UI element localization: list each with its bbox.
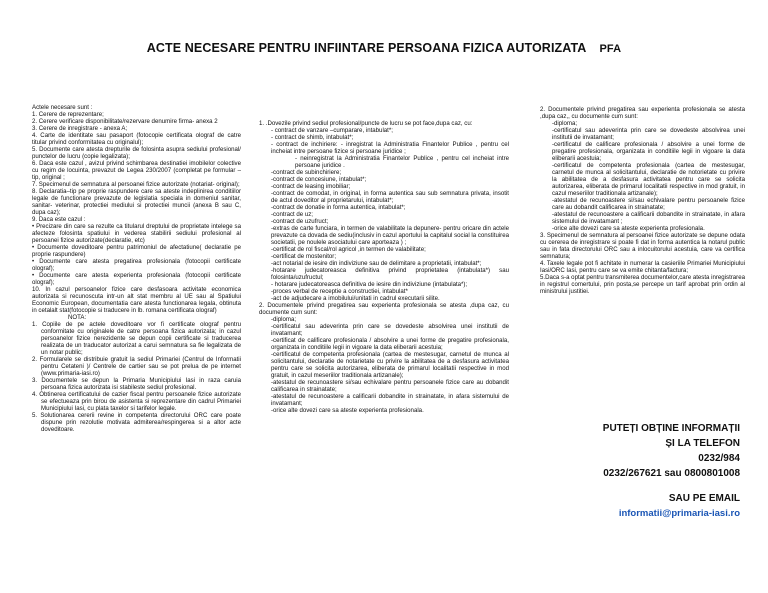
paragraph: -proces verbal de receptie a constructiei, intabulat* [271,288,408,295]
paragraph: 1. .Dovezile privind sediul profesional/puncte de lucru se pot face,dupa caz, cu: [259,120,473,127]
paragraph: -atestatul de recunoastere si/sau echivalare pentru persoanele fizice care au dobandit calificarea in strainatate; [552,197,745,211]
phone-secondary: 0232/267621 sau 0800801008 [603,468,740,479]
paragraph: -certificatul de calificare profesionala / absolvire a unei forme de pregatire profesionala, organizata in conditiile legii in vigoare la data eliberarii acestuia; [552,141,745,162]
paragraph: - contract de vanzare –cumparare, intabulat*; [271,127,393,134]
email-link[interactable]: informatii@primaria-iasi.ro [618,508,740,519]
paragraph: - contract de shimb, intabulat*; [271,134,354,141]
right-column [540,106,745,295]
paragraph: 10. In cazul persoanelor fizice care desfasoara activitate economica autorizata si recunoscuta intr-un alt stat membru al UE sau al Spatiului Economic European, documentatia care atesta functionarea legala, obtinuta in cetalalt stat(fotocopie si traducere in lb. romana certificata olograf) [32,286,241,314]
paragraph: - neinregistrat la Administratia Finantelor Publice , pentru cel incheiat intre persoane juridice . [295,155,509,169]
page-title [0,41,768,55]
paragraph: 3. Specimenul de semnatura al persoanei fizice autorizate se depune odata cu cererea de inregistrare si poate fi dat in forma autentica la notarul public sau in fata directorului ORC sau a inlocuitorului acestuia, care va certifica semnatura; [540,232,745,260]
paragraph: -act notarial de iesire din indiviziune sau de delimitare a proprietatii, intabulat*; [271,260,482,267]
paragraph: -certificatul de competenta profesionala (cartea de mestesugar, carnetul de munca al solicitantului, declaratie de notarietate cu privire la abilitatea de a desfasura activitatea pentru care se solicita autorizarea, eliberata de primarul localitatii respective in mod gratuit, in cazul meseriilor traditionala artizanale); [271,351,509,379]
paragraph: 2. Documentele privind pregatirea sau experienta profesionala se atesta ,dupa caz,, cu documente cum sunt: [540,106,745,120]
paragraph: Actele necesare sunt : [32,104,93,111]
email-label: SAU PE EMAIL [668,493,740,504]
paragraph: -contract de concesiune, intabulat*; [271,176,367,183]
paragraph: -certificatul sau adeverinta prin care se dovedeste absolvirea unei institutii de invatamant; [552,127,745,141]
paragraph: 8. Declaratia–tip pe proprie raspundere care sa ateste indeplinirea conditiilor legale de functionare prevazute de legislatia speciala in domeniul sanitar, sanitar- veterinar, protectiei mediului si protectiei muncii (anexa B sau C, dupa caz); [32,188,241,216]
paragraph: -extras de carte funciara, in termen de valabilitate la depunere- pentru oricare din actele prevazute ca dovada de sediu(inclusiv in cazul aportului la capitalul social la constituirea societatii, pe noulele asociatului care aporteaza ) ; [271,225,509,246]
paragraph: 5. Documente care atesta drepturile de folosinta asupra sediului profesional/ punctelor de lucru (copie legalizata); [32,146,241,160]
paragraph: -certificatul de competenta profesionala (cartea de mestesugar, carnetul de munca al solicitantului, declaratie de notorietate cu privire la abilitatea de a desfasura activitatea pentru care se solicita autorizarea, eliberata de primarul localitatii respective in mod gratuit, in cazul meseriilor traditionala artizanale); [552,162,745,197]
paragraph: -contract de donatie in forma autentica, intabulat*; [271,204,406,211]
paragraph: 7. Specimenul de semnatura al persoanei fizice autorizate (notariat- original); [32,181,240,188]
paragraph: -orice alte dovezi care sa ateste experienta profesionala. [552,225,705,232]
paragraph: -contract de uz; [271,211,313,218]
middle-column [259,120,509,414]
paragraph: -diploma; [552,120,578,127]
paragraph: -atestatul de recunoastere a calificarii dobandite in strainatate, in afara sistemului de invatamant ; [552,211,745,225]
paragraph: 3. Documentele se depun la Primaria Municipiului Iasi in raza caruia persoana fizica autorizata isi stabileste sediul profesional. [32,377,241,391]
contact-subheading: ȘI LA TELEFON [665,438,740,449]
paragraph: 2. Formularele se distribuie gratuit la sediul Primariei (Centrul de Informatii pentru Cetateni )/ Centrele de cartier sau se pot prelua de pe internet (www.primaria-iasi.ro) [32,356,241,377]
paragraph: -certificat de mostenitor; [271,253,337,260]
paragraph: 2. Cerere verificare disponibilitate/rezervare denumire firma- anexa 2 [32,118,218,125]
paragraph: - contract de inchiriere: - inregistrat la Administratia Finantelor Publice , pentru cel incheiat intre persoane fizice si persoane juridice ; [271,141,509,155]
title-text: ACTE NECESARE PENTRU INFIINTARE PERSOANA FIZICA AUTORIZATA [146,41,586,55]
paragraph: • Documente care atesta experienta profesionala (fotocopii certificate olograf); [32,272,241,286]
paragraph: -certificat de rol fiscal/rol agricol ,in termen de valabilitate; [271,246,426,253]
paragraph: -contract de subinchiriere; [271,169,342,176]
paragraph: 3. Cerere de inregistrare - anexa A; [32,125,128,132]
paragraph: -atestatul de recunoastere a calificarii dobandite in strainatate, in afara sistemului de invatamant; [271,393,509,407]
paragraph: -act de adjudecare a imobilului/unitati in cadrul executarii silite. [271,295,440,302]
paragraph: 2. Documentele privind pregatirea sau experienta profesionala se atesta ,dupa caz, cu documente cum sunt: [259,302,509,316]
paragraph: 6. Daca este cazul , avizul privind schimbarea destinatiei imobilelor colective cu regim de locuinta, prevazut de Legea 230/2007 (completat pe formular –tip, original ; [32,160,241,181]
paragraph: 1. Copiile de pe actele doveditoare vor fi certificate olograf pentru conformitate cu originalele de catre persoana fizica autorizata; in cazul persoanelor fizice nerezidente se depun copii certificate si traducerea realizata de un traducator autorizat a carui semnatura sa fie legalizata de un notar public; [32,321,241,356]
paragraph: • Precizare din care sa rezulte ca titularul dreptului de proprietate intelege sa afecteze folosinta spatiului in vederea stabilirii sediului profesional al persoanei fizice autorizate(declaratie, etc) [32,223,241,244]
contact-heading: PUTEȚI OBȚINE INFORMAȚII [602,423,740,434]
paragraph: • Documente doveditoare pentru patrimoniul de afectatiune( declaratie pe proprie raspundere) [32,244,241,258]
paragraph: -contract de uzufruct; [271,218,329,225]
phone-primary: 0232/984 [698,453,740,464]
paragraph: -certificat de calificare profesionala / absolvire a unei forme de pregatire profesionala, organizata in conditiile legii in vigoare la data eliberarii acestuia; [271,337,509,351]
paragraph: 1. Cerere de reprezentare; [32,111,104,118]
paragraph: -diploma; [271,316,297,323]
paragraph: 5.Daca s-a optat pentru transmiterea documentelor,care atesta inregistrarea in registrul comertului, prin posta,se percepe un tarif aprobat prin ordin al ministrului justitiei. [540,274,745,295]
pfa-badge: PFA [599,43,622,55]
paragraph: -hotarare judecatoreasca definitiva privind proprietatea (intabulata*) sau folosinta/uzufructul; [271,267,509,281]
paragraph: NOTA: [68,314,87,321]
paragraph: -atestatul de recunoastere si/sau echivalare pentru persoanele fizice care au dobandit calificarea in strainatate; [271,379,509,393]
paragraph: -certificatul sau adeverinta prin care se dovedeste absolvirea unei institutii de invatamant; [271,323,509,337]
paragraph: -contract de comodat, in original, in forma autentica sau sub semnatura privata, insotit de actul doveditor al proprietarului, intabulat*; [271,190,509,204]
paragraph: 4. Taxele legale pot fi achitate in numerar la casieriile Primariei Municipiului Iasi/ORC Iasi, pentru care se va emite chitanta/factura; [540,260,745,274]
contact-block [590,421,740,521]
paragraph: 5. Solutionarea cererii revine in competenta directorului ORC care poate dispune prin rezolutie motivata admiterea/respingerea si a altor acte doveditoare. [32,412,241,433]
paragraph: -contract de leasing imobiliar; [271,183,351,190]
paragraph: 4. Obtinerea certificatului de cazier fiscal pentru persoanele fizice autorizate se efectueaza prin birou de asistenta si reprezentare din cadrul Primariei Municipiului Iasi, cu plata taxelor si tarifelor legale. [32,391,241,412]
paragraph: • Documente care atesta pregatirea profesionala (fotocopii certificate olograf); [32,258,241,272]
paragraph: -orice alte dovezi care sa ateste experienta profesionala. [271,407,424,414]
left-column [32,104,241,433]
paragraph: - hotarare judecatoreasca definitiva de iesire din indiviziune (intabulata*); [271,281,468,288]
paragraph: 4. Carte de identitate sau pasaport (fotocopie certificata olograf de catre titular privind conformitatea cu originalul); [32,132,241,146]
paragraph: 9. Daca este cazul : [32,216,86,223]
